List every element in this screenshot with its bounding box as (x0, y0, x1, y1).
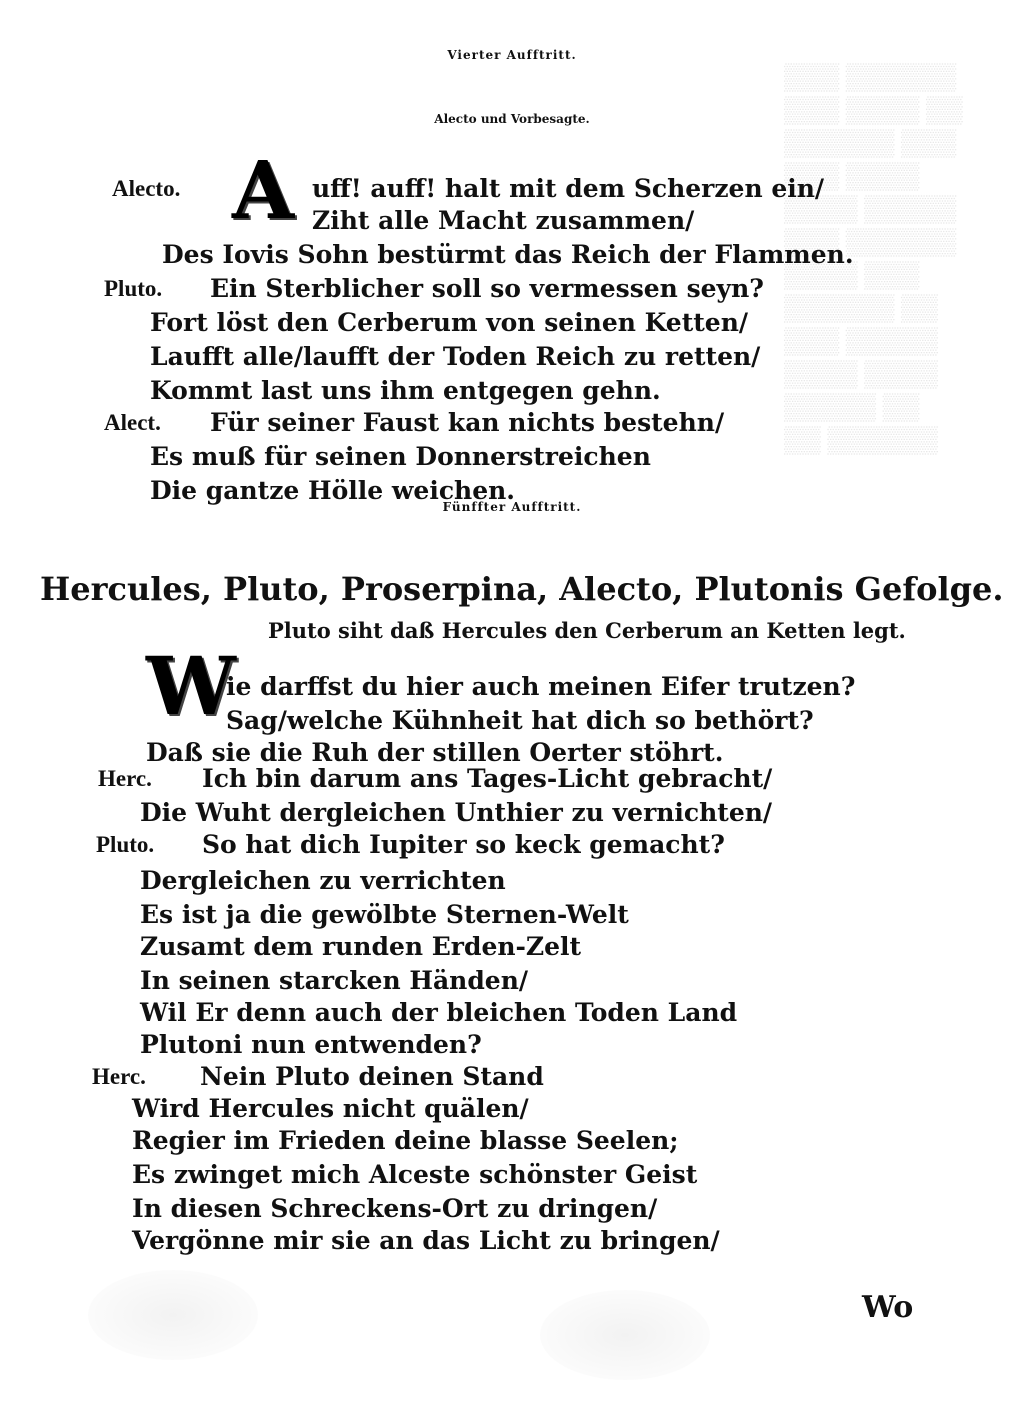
speaker-label: Herc. (92, 1064, 146, 1089)
bleed-through-shadow: ▒▒▒ ▒▒▒▒▒▒ ▒▒▒ ▒▒▒▒ ▒▒ ▒▒▒▒▒▒ ▒▒▒ ▒▒▒ ▒▒▒▒ ▒▒▒▒ ▒▒▒▒▒ ▒▒▒ ▒▒▒▒▒▒ ▒▒▒▒ ▒▒▒ ▒▒▒▒▒▒ ▒▒ ▒▒▒ ▒▒▒▒▒ ▒▒▒▒ ▒▒▒▒ ▒▒▒▒▒ ▒▒ ▒▒ ▒▒▒▒▒▒ (784, 62, 963, 454)
verse-line: Ein Sterblicher soll so vermessen seyn? (210, 274, 764, 303)
decorated-initial: A (232, 143, 295, 237)
verse-line: Ich bin darum ans Tages-Licht gebracht/ (202, 764, 773, 793)
verse-line: Die gantze Hölle weichen. (150, 476, 516, 505)
scene-5-cast: Hercules, Pluto, Proserpina, Alecto, Plutonis Gefolge. (40, 570, 1004, 608)
verse-line: Es zwinget mich Alceste schönster Geist (132, 1160, 698, 1189)
verse-line: Ziht alle Macht zusammen/ (312, 206, 695, 235)
verse-line: ie darffst du hier auch meinen Eifer trutzen? (226, 672, 856, 701)
verse-line: Dergleichen zu verrichten (140, 866, 506, 895)
verse-line: Kommt last uns ihm entgegen gehn. (150, 376, 661, 405)
verse-line: Für seiner Faust kan nichts bestehn/ (210, 408, 725, 437)
verse-line: uff! auff! halt mit dem Scherzen ein/ (312, 174, 825, 203)
paper-smudge (88, 1270, 258, 1360)
speaker-label: Herc. (98, 766, 152, 791)
verse-line: So hat dich Iupiter so keck gemacht? (202, 830, 725, 859)
scene-4-title: Vierter Aufftritt. (447, 48, 577, 62)
paper-smudge (540, 1290, 710, 1380)
scene-4-cast: Alecto und Vorbesagte. (434, 112, 590, 126)
verse-line: In diesen Schreckens-Ort zu dringen/ (132, 1194, 658, 1223)
verse-line: Wird Hercules nicht quälen/ (132, 1094, 529, 1123)
verse-line: Die Wuht dergleichen Unthier zu vernichten/ (140, 798, 773, 827)
stage-direction: Pluto siht daß Hercules den Cerberum an Ketten legt. (268, 618, 906, 643)
verse-line: In seinen starcken Händen/ (140, 966, 529, 995)
verse-line: Nein Pluto deinen Stand (200, 1062, 544, 1091)
speaker-label: Alecto. (112, 176, 181, 201)
verse-line: Zusamt dem runden Erden-Zelt (140, 932, 582, 961)
verse-line: Daß sie die Ruh der stillen Oerter stöhrt. (146, 738, 724, 767)
verse-line: Plutoni nun entwenden? (140, 1030, 482, 1059)
verse-line: Es muß für seinen Donnerstreichen (150, 442, 651, 471)
verse-line: Laufft alle/laufft der Toden Reich zu retten/ (150, 342, 761, 371)
verse-line: Des Iovis Sohn bestürmt das Reich der Flammen. (162, 240, 854, 269)
verse-line: Wil Er denn auch der bleichen Toden Land (140, 998, 738, 1027)
verse-line: Vergönne mir sie an das Licht zu bringen/ (132, 1226, 720, 1255)
verse-line: Sag/welche Kühnheit hat dich so bethört? (226, 706, 814, 735)
verse-line: Fort löst den Cerberum von seinen Ketten/ (150, 308, 749, 337)
verse-line: Es ist ja die gewölbte Sternen-Welt (140, 900, 629, 929)
catchword: Wo (862, 1290, 914, 1325)
scene-5-title: Fünffter Aufftritt. (442, 500, 582, 514)
decorated-initial: W (146, 639, 236, 733)
speaker-label: Alect. (104, 410, 161, 435)
speaker-label: Pluto. (96, 832, 155, 857)
verse-line: Regier im Frieden deine blasse Seelen; (132, 1126, 679, 1155)
speaker-label: Pluto. (104, 276, 163, 301)
